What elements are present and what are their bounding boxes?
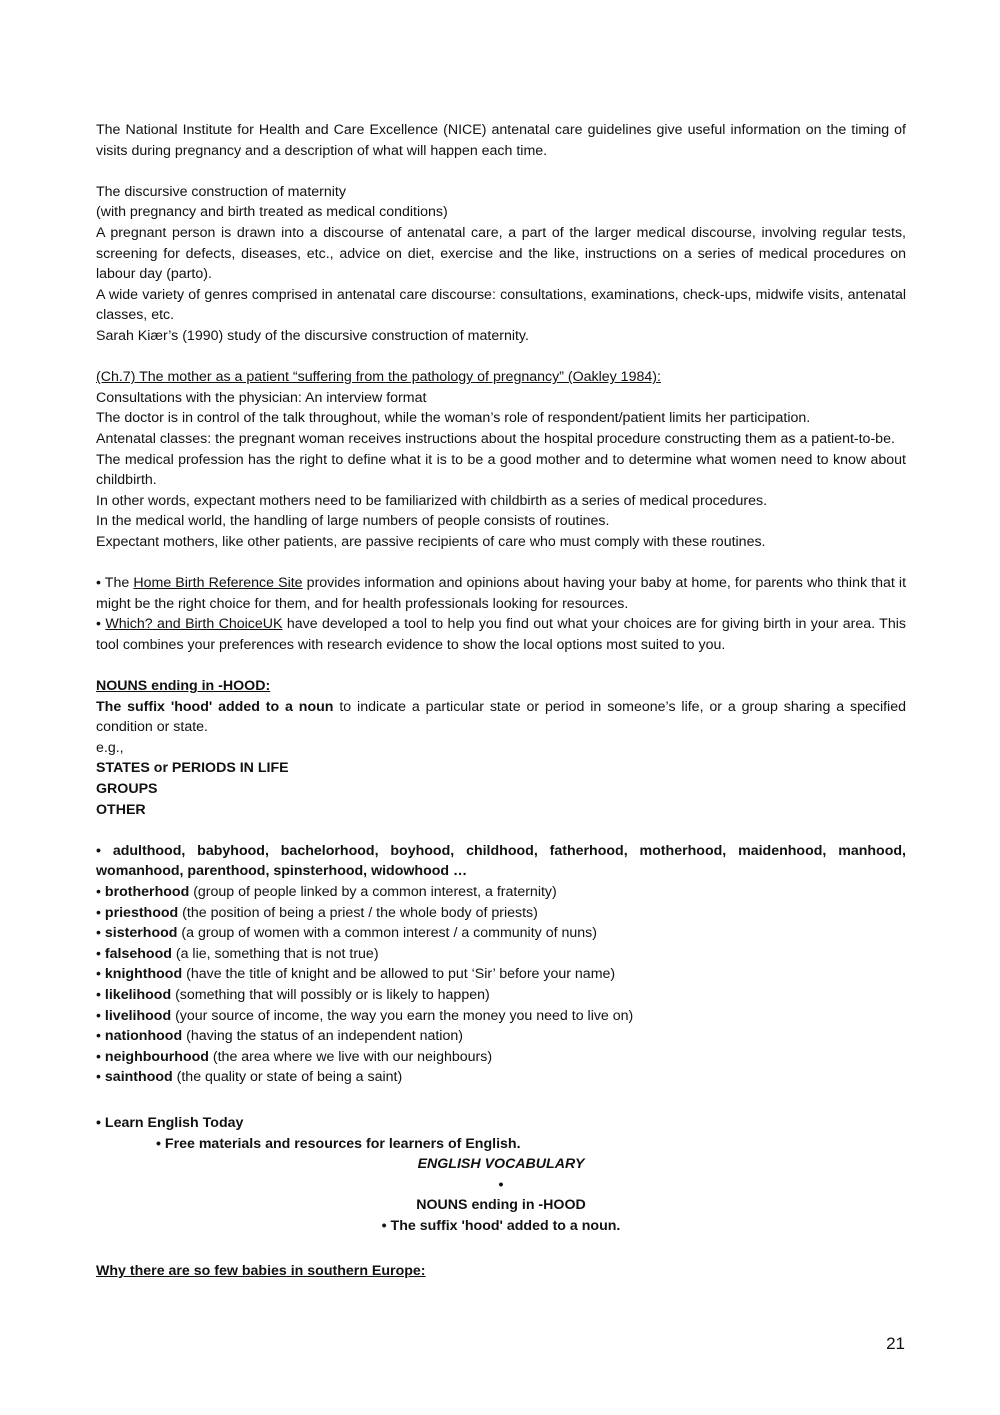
hood-word: likelihood <box>104 986 172 1003</box>
hood-definition: (the area where we live with our neighbours) <box>208 1048 493 1065</box>
bullet: • <box>96 1007 105 1024</box>
ch7-line: In the medical world, the handling of large numbers of people consists of routines. <box>96 513 610 530</box>
birth-choice-bullet <box>96 614 906 655</box>
hood-list-item <box>96 903 906 924</box>
suffix-bold: The suffix 'hood' added to a noun <box>96 698 334 715</box>
bullet: • <box>96 945 105 962</box>
nice-paragraph: The National Institute for Health and Care Excellence (NICE) antenatal care guidelines give useful information on the timing of visits during pregnancy and a description of what will happen each time. <box>96 122 906 159</box>
discursive-paragraph-3: Sarah Kiær’s (1990) study of the discursive construction of maternity. <box>96 327 529 344</box>
why-heading: Why there are so few babies in southern Europe: <box>96 1263 426 1280</box>
hood-definition: (something that will possibly or is likely to happen) <box>171 986 490 1003</box>
ch7-line: The medical profession has the right to define what it is to be a good mother and to determine what women need to know about childbirth. <box>96 451 906 489</box>
nouns-hood-center: NOUNS ending in -HOOD <box>416 1197 586 1214</box>
hood-word: brotherhood <box>104 883 190 900</box>
hood-list-item <box>96 944 906 965</box>
category-states: STATES or PERIODS IN LIFE <box>96 760 289 777</box>
english-vocabulary: ENGLISH VOCABULARY <box>417 1156 585 1173</box>
hood-word: falsehood <box>104 945 172 962</box>
bullet: • <box>96 1028 105 1045</box>
hood-word: knighthood <box>104 966 183 983</box>
hood-word: sisterhood <box>104 925 178 942</box>
hood-word: neighbourhood <box>104 1048 209 1065</box>
hood-definition: (a group of women with a common interest / a community of nuns) <box>177 925 597 942</box>
hood-word: livelihood <box>104 1007 172 1024</box>
center-dot: • <box>498 1176 504 1193</box>
nouns-heading: NOUNS ending in -HOOD: <box>96 678 271 695</box>
bullet: • <box>96 1069 105 1086</box>
hood-definition: (having the status of an independent nation) <box>182 1028 463 1045</box>
suffix-rest: to indicate a particular state or period in someone’s life, or a group sharing a specified condition or state. <box>96 698 906 736</box>
document-page <box>96 120 906 1282</box>
hood-definition: (group of people linked by a common interest, a fraternity) <box>189 883 557 900</box>
page-number: 21 <box>886 1334 905 1353</box>
hood-list-item <box>96 1006 906 1027</box>
bullet: • <box>96 925 105 942</box>
bullet: • <box>96 966 105 983</box>
bullet-text: have developed a tool to help you find out what your choices are for giving birth in your area. This tool combines your preferences with research evidence to show the local options most suited to you. <box>96 616 906 653</box>
category-groups: GROUPS <box>96 781 158 797</box>
ch7-line: Consultations with the physician: An interview format <box>96 389 427 406</box>
hood-word: sainthood <box>104 1069 173 1086</box>
hood-list-item <box>96 1067 906 1088</box>
hood-definition: (a lie, something that is not true) <box>171 945 379 962</box>
bullet: • <box>96 883 105 900</box>
learn-english-title[interactable]: • Learn English Today <box>96 1114 244 1131</box>
hood-definition: (your source of income, the way you earn the money you need to live on) <box>171 1007 634 1024</box>
states-word-list: • adulthood, babyhood, bachelorhood, boyhood, childhood, fatherhood, motherhood, maidenhood, manhood, womanhood, parenthood, spinsterhood, widowhood … <box>96 842 906 880</box>
bullet-prefix: • <box>96 616 106 633</box>
bullet-text: provides information and opinions about having your baby at home, for parents who think that it might be the right choice for them, and for health professionals looking for resources. <box>96 575 907 612</box>
ch7-line: In other words, expectant mothers need to be familiarized with childbirth as a series of medical procedures. <box>96 492 768 509</box>
hood-definition: (the quality or state of being a saint) <box>172 1069 403 1086</box>
hood-word: priesthood <box>104 904 179 921</box>
hood-list-item <box>96 964 906 985</box>
discursive-paragraph-2: A wide variety of genres comprised in antenatal care discourse: consultations, examinations, check-ups, midwife visits, antenatal classes, etc. <box>96 286 906 324</box>
suffix-definition <box>96 697 906 738</box>
discursive-paragraph-1: A pregnant person is drawn into a discourse of antenatal care, a part of the larger medical discourse, involving regular tests, screening for defects, diseases, etc., advice on diet, exercise and the like, instructions on a series of medical procedures on labour day (parto). <box>96 224 906 283</box>
ch7-line: Antenatal classes: the pregnant woman receives instructions about the hospital procedure constructing them as a patient-to-be. <box>96 430 895 447</box>
hood-list-item <box>96 882 906 903</box>
home-birth-bullet <box>96 573 906 614</box>
learn-english-sub: • Free materials and resources for learners of English. <box>156 1135 521 1152</box>
hood-list-item <box>96 985 906 1006</box>
bullet: • <box>96 986 105 1003</box>
bullet: • <box>96 1048 105 1065</box>
home-birth-link[interactable]: Home Birth Reference Site <box>133 575 303 592</box>
hood-word-list <box>96 882 906 1088</box>
suffix-hood-center: • The suffix 'hood' added to a noun. <box>381 1217 621 1234</box>
discursive-subtitle: (with pregnancy and birth treated as medical conditions) <box>96 204 448 221</box>
hood-word: nationhood <box>104 1028 183 1045</box>
bullet-prefix: • The <box>96 575 134 592</box>
hood-definition: (have the title of knight and be allowed to put ‘Sir’ before your name) <box>182 966 616 983</box>
category-other: OTHER <box>96 801 146 818</box>
eg-label: e.g., <box>96 739 124 756</box>
hood-list-item <box>96 1047 906 1068</box>
birth-choice-link[interactable]: Which? and Birth ChoiceUK <box>105 616 283 633</box>
bullet: • <box>96 904 105 921</box>
hood-list-item <box>96 923 906 944</box>
ch7-line: The doctor is in control of the talk throughout, while the woman’s role of respondent/patient limits her participation. <box>96 410 811 427</box>
hood-list-item <box>96 1026 906 1047</box>
ch7-line: Expectant mothers, like other patients, are passive recipients of care who must comply with these routines. <box>96 533 766 550</box>
ch7-heading: (Ch.7) The mother as a patient “suffering from the pathology of pregnancy” (Oakley 1984): <box>96 369 661 386</box>
hood-definition: (the position of being a priest / the whole body of priests) <box>178 904 538 921</box>
discursive-title: The discursive construction of maternity <box>96 183 346 200</box>
